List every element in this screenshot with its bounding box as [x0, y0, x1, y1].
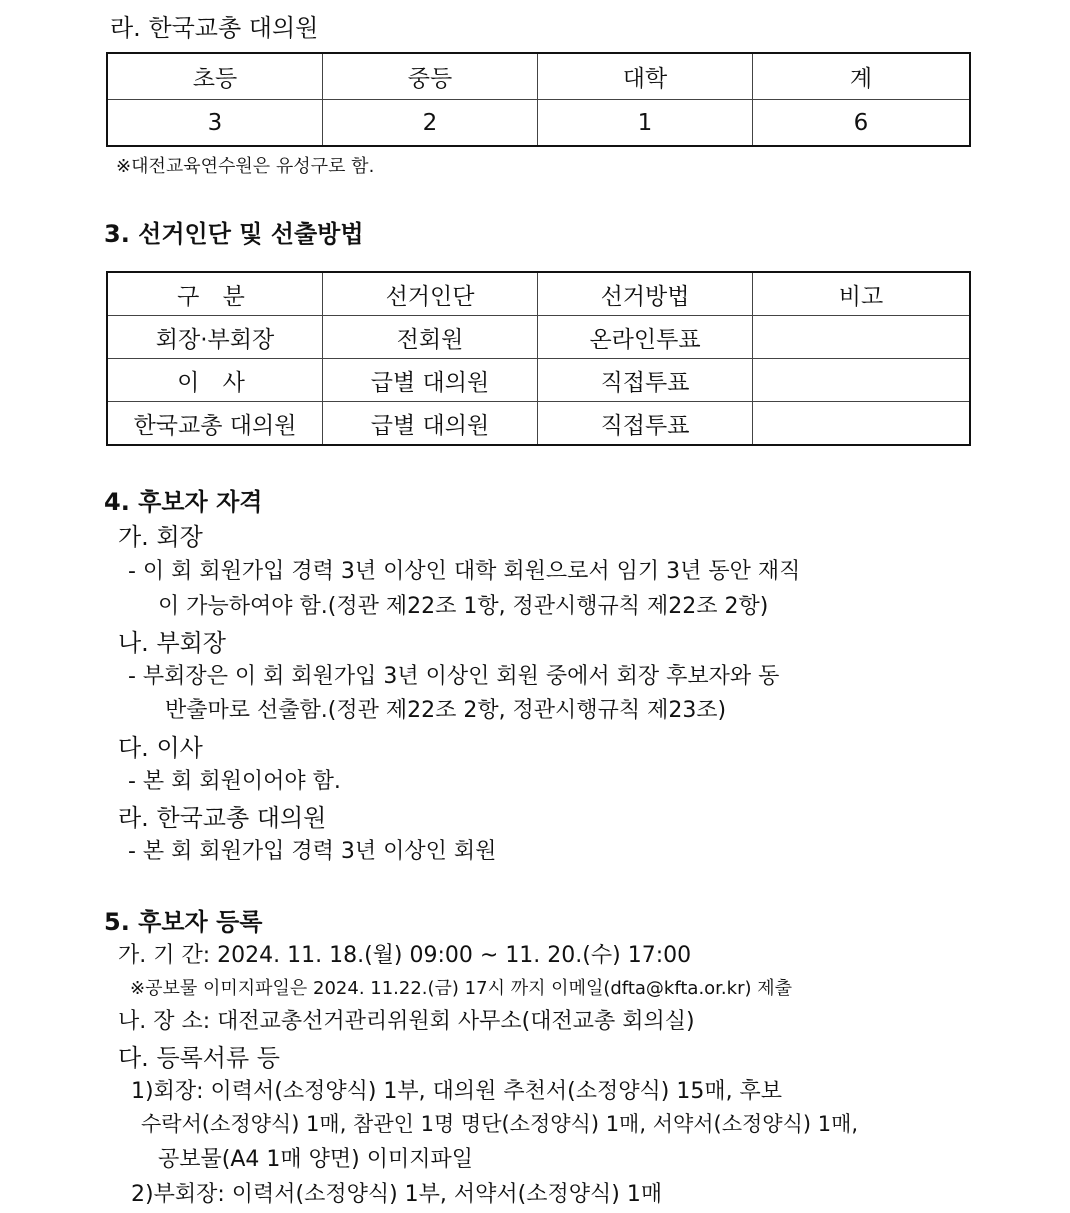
delegate-count-table — [107, 53, 970, 146]
table-cell: 이 사 — [108, 359, 323, 402]
table-cell: 한국교총 대의원 — [108, 402, 323, 445]
table-cell: 급별 대의원 — [323, 402, 538, 445]
section-heading-candidate-qualification: 4. 후보자 자격 — [104, 488, 263, 516]
table-row — [108, 402, 970, 445]
paragraph-line: 1)회장: 이력서(소정양식) 1부, 대의원 추천서(소정양식) 15매, 후보 — [131, 1079, 783, 1104]
subsection-heading-president: 가. 회장 — [118, 523, 203, 551]
table-header-cell: 대학 — [538, 54, 753, 100]
table-row — [108, 316, 970, 359]
paragraph-line: - 본 회 회원이어야 함. — [128, 769, 341, 794]
subsection-heading-kfta-delegate: 라. 한국교총 대의원 — [118, 804, 327, 832]
paragraph-line: 수락서(소정양식) 1매, 참관인 1명 명단(소정양식) 1매, 서약서(소정양식) 1매, — [141, 1112, 859, 1136]
table-cell — [753, 402, 970, 445]
subsection-heading-vice-president: 나. 부회장 — [118, 629, 226, 657]
table-row — [108, 359, 970, 402]
table-cell: 직접투표 — [538, 359, 753, 402]
registration-note: ※공보물 이미지파일은 2024. 11.22.(금) 17시 까지 이메일(dfta@kfta.or.kr) 제출 — [130, 978, 792, 999]
table-header-cell: 중등 — [323, 54, 538, 100]
table-row — [108, 100, 970, 146]
table-cell: 2 — [323, 100, 538, 146]
table-cell: 3 — [108, 100, 323, 146]
table-header-cell: 구 분 — [108, 273, 323, 316]
table-cell: 회장·부회장 — [108, 316, 323, 359]
subsection-heading-director: 다. 이사 — [118, 734, 203, 762]
section-heading-candidate-registration: 5. 후보자 등록 — [104, 908, 263, 936]
delegate-note: ※대전교육연수원은 유성구로 함. — [116, 156, 375, 177]
election-method-table — [107, 272, 970, 445]
table-header-cell: 비고 — [753, 273, 970, 316]
paragraph-line: 2)부회장: 이력서(소정양식) 1부, 서약서(소정양식) 1매 — [131, 1182, 663, 1207]
paragraph-line: 반출마로 선출함.(정관 제22조 2항, 정관시행규칙 제23조) — [165, 698, 727, 723]
table-header-cell: 선거인단 — [323, 273, 538, 316]
paragraph-line: - 이 회 회원가입 경력 3년 이상인 대학 회원으로서 임기 3년 동안 재직 — [128, 559, 801, 584]
paragraph-line: - 본 회 회원가입 경력 3년 이상인 회원 — [128, 839, 497, 864]
subsection-heading-documents: 다. 등록서류 등 — [118, 1044, 280, 1072]
table-cell: 직접투표 — [538, 402, 753, 445]
table-cell: 온라인투표 — [538, 316, 753, 359]
paragraph-line: 이 가능하여야 함.(정관 제22조 1항, 정관시행규칙 제22조 2항) — [158, 594, 769, 619]
table-header-row — [108, 54, 970, 100]
table-header-row — [108, 273, 970, 316]
subsection-heading-delegates: 라. 한국교총 대의원 — [110, 14, 319, 42]
registration-place: 나. 장 소: 대전교총선거관리위원회 사무소(대전교총 회의실) — [118, 1009, 695, 1034]
table-cell: 전회원 — [323, 316, 538, 359]
table-cell — [753, 316, 970, 359]
table-cell — [753, 359, 970, 402]
table-cell: 1 — [538, 100, 753, 146]
table-cell: 6 — [753, 100, 970, 146]
table-header-cell: 계 — [753, 54, 970, 100]
paragraph-line: - 부회장은 이 회 회원가입 3년 이상인 회원 중에서 회장 후보자와 동 — [128, 664, 780, 689]
section-heading-election-method: 3. 선거인단 및 선출방법 — [104, 220, 364, 248]
table-header-cell: 선거방법 — [538, 273, 753, 316]
table-cell: 급별 대의원 — [323, 359, 538, 402]
paragraph-line: 공보물(A4 1매 양면) 이미지파일 — [158, 1147, 473, 1172]
table-header-cell: 초등 — [108, 54, 323, 100]
registration-period: 가. 기 간: 2024. 11. 18.(월) 09:00 ~ 11. 20.(수) 17:00 — [118, 943, 692, 968]
